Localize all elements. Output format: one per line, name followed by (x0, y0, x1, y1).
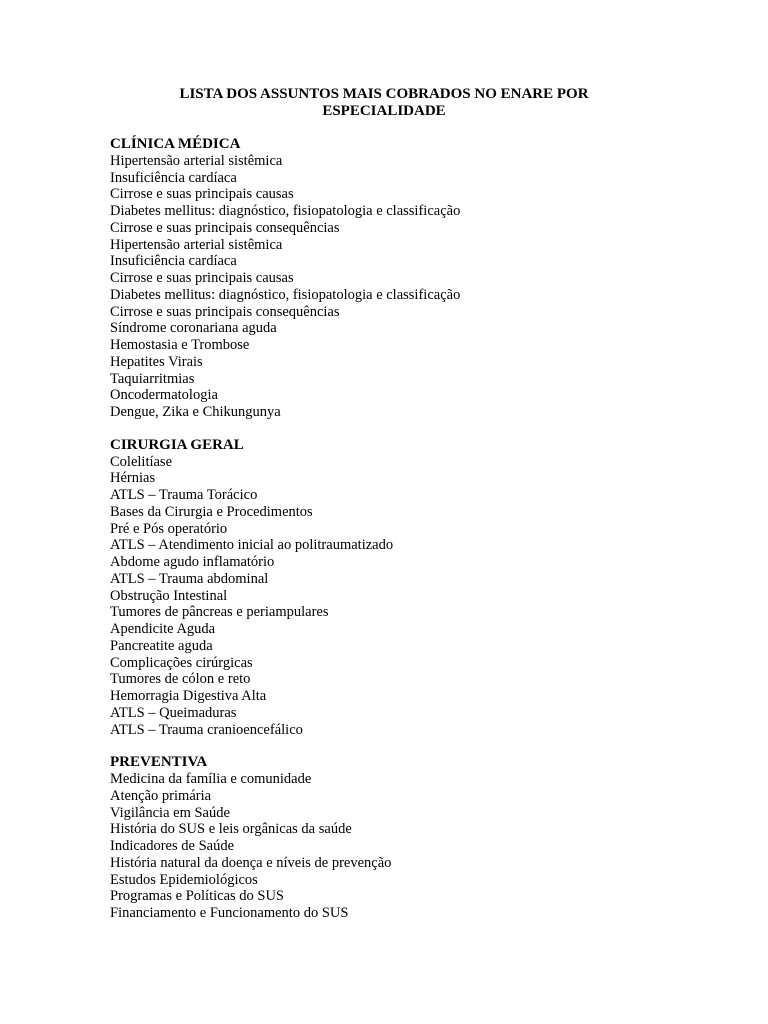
document-title (0, 86, 768, 120)
section-heading: CIRURGIA GERAL (110, 436, 244, 453)
list-item: Insuficiência cardíaca (110, 253, 237, 270)
list-item: Insuficiência cardíaca (110, 169, 237, 186)
list-item: Cirrose e suas principais causas (110, 186, 294, 203)
list-item: Cirrose e suas principais consequências (110, 219, 340, 236)
list-item: Síndrome coronariana aguda (110, 320, 277, 337)
list-item: Hemostasia e Trombose (110, 337, 250, 353)
list-item: História do SUS e leis orgânicas da saúde (110, 821, 352, 838)
document-title-line-2: ESPECIALIDADE (322, 103, 446, 119)
list-item: Bases da Cirurgia e Procedimentos (110, 503, 313, 520)
list-item: Dengue, Zika e Chikungunya (110, 404, 281, 420)
section-heading: CLÍNICA MÉDICA (110, 136, 241, 152)
list-item: ATLS – Atendimento inicial ao politraumatizado (110, 537, 394, 554)
topic-list (110, 771, 730, 922)
list-item: Colelitíase (110, 453, 173, 470)
list-item: Hérnias (110, 470, 156, 487)
section-clinica-medica (110, 136, 730, 421)
list-item: Cirrose e suas principais causas (110, 270, 294, 286)
section-cirurgia-geral (110, 437, 730, 739)
list-item: ATLS – Trauma cranioencefálico (110, 721, 303, 738)
section-heading: PREVENTIVA (110, 754, 208, 771)
list-item: Abdome agudo inflamatório (110, 554, 275, 570)
topic-list (110, 153, 730, 421)
list-item: Atenção primária (110, 787, 212, 804)
list-item: Diabetes mellitus: diagnóstico, fisiopatologia e classificação (110, 286, 461, 303)
list-item: Taquiarritmias (110, 370, 195, 387)
list-item: ATLS – Queimaduras (110, 704, 237, 721)
list-item: Hipertensão arterial sistêmica (110, 236, 283, 253)
document-title-line-1: LISTA DOS ASSUNTOS MAIS COBRADOS NO ENARE POR (179, 86, 589, 102)
list-item: Tumores de pâncreas e periampulares (110, 604, 329, 621)
list-item: Tumores de cólon e reto (110, 671, 251, 688)
list-item: Hipertensão arterial sistêmica (110, 152, 283, 169)
list-item: Programas e Políticas do SUS (110, 888, 284, 905)
list-item: Medicina da família e comunidade (110, 771, 312, 787)
list-item: Apendicite Aguda (110, 621, 216, 637)
list-item: Oncodermatologia (110, 387, 218, 404)
list-item: Diabetes mellitus: diagnóstico, fisiopatologia e classificação (110, 203, 461, 219)
topic-list (110, 454, 730, 739)
list-item: ATLS – Trauma abdominal (110, 570, 269, 587)
list-item: Indicadores de Saúde (110, 838, 235, 854)
list-item: Hemorragia Digestiva Alta (110, 688, 267, 704)
list-item: Financiamento e Funcionamento do SUS (110, 905, 349, 921)
list-item: Pré e Pós operatório (110, 520, 228, 537)
list-item: Cirrose e suas principais consequências (110, 303, 340, 320)
list-item: Obstrução Intestinal (110, 587, 228, 604)
list-item: História natural da doença e níveis de prevenção (110, 854, 392, 871)
list-item: Complicações cirúrgicas (110, 654, 253, 671)
list-item: Estudos Epidemiológicos (110, 871, 258, 888)
list-item: ATLS – Trauma Torácico (110, 487, 258, 503)
list-item: Pancreatite aguda (110, 637, 213, 654)
list-item: Vigilância em Saúde (110, 804, 230, 821)
list-item: Hepatites Virais (110, 353, 203, 370)
section-preventiva (110, 754, 730, 922)
document-body (110, 136, 730, 938)
